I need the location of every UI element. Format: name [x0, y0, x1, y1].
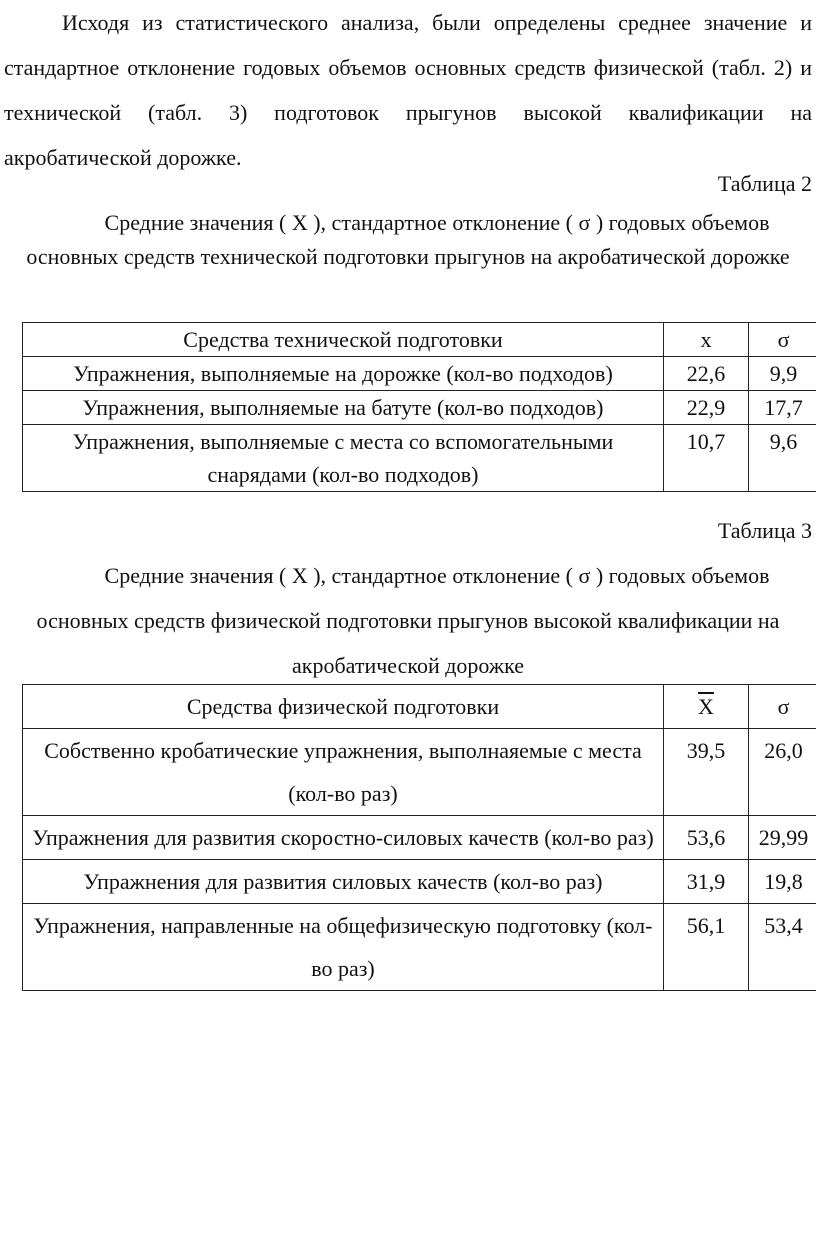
table-3-caption	[6, 553, 810, 688]
sigma-value: 26,0	[749, 729, 816, 816]
table-header-row	[23, 323, 816, 357]
table-row	[23, 357, 816, 391]
sigma-value: 29,99	[749, 816, 816, 860]
table-2-caption-text: Средние значения ( X ), стандартное отклонение ( σ ) годовых объемов основных средств технической подготовки прыгунов на акробатической дорожке	[26, 210, 790, 269]
mean-value: 31,9	[664, 860, 749, 904]
sigma-value: 53,4	[749, 904, 816, 991]
sigma-value: 19,8	[749, 860, 816, 904]
row-label: Собственно кробатические упражнения, выполнаяемые с места (кол-во раз)	[23, 729, 664, 816]
intro-paragraph: Исходя из статистического анализа, были определены среднее значение и стандартное отклонение годовых объемов основных средств физической (табл. 2) и технической (табл. 3) подготовок прыгунов высокой квалификации на акробатической дорожке.	[4, 10, 812, 170]
sigma-value: 9,6	[749, 425, 816, 492]
mean-value: 10,7	[664, 425, 749, 492]
sigma-value: 17,7	[749, 391, 816, 425]
mean-value: 22,9	[664, 391, 749, 425]
mean-value: 22,6	[664, 357, 749, 391]
table-row	[23, 391, 816, 425]
table-row	[23, 860, 816, 904]
header-cell: σ	[749, 685, 816, 729]
table-3	[22, 684, 816, 991]
row-label: Упражнения, направленные на общефизическую подготовку (кол-во раз)	[23, 904, 664, 991]
table-3-label: Таблица 3	[717, 518, 812, 543]
row-label: Упражнения, выполняемые на дорожке (кол-во подходов)	[23, 357, 664, 391]
sigma-value: 9,9	[749, 357, 816, 391]
header-cell: х	[664, 323, 749, 357]
mean-value: 39,5	[664, 729, 749, 816]
row-label: Упражнения для развития скоростно-силовых качеств (кол-во раз)	[23, 816, 664, 860]
mean-value: 56,1	[664, 904, 749, 991]
header-cell: Средства технической подготовки	[23, 323, 664, 357]
table-2	[22, 322, 816, 492]
header-cell: $\overline{X}$	[664, 685, 749, 729]
table-row	[23, 904, 816, 991]
row-label: Упражнения для развития силовых качеств (кол-во раз)	[23, 860, 664, 904]
table-row	[23, 729, 816, 816]
table-header-row	[23, 685, 816, 729]
table-3-caption-text: Средние значения ( X ), стандартное отклонение ( σ ) годовых объемов основных средств физической подготовки прыгунов высокой квалификации на акробатической дорожке	[36, 563, 780, 678]
mean-value: 53,6	[664, 816, 749, 860]
table-2-label: Таблица 2	[717, 171, 812, 196]
table-row	[23, 816, 816, 860]
row-label: Упражнения, выполняемые с места со вспомогательными снарядами (кол-во подходов)	[23, 425, 664, 492]
header-cell: Средства физической подготовки	[23, 685, 664, 729]
table-2-caption	[6, 206, 810, 274]
table-row	[23, 425, 816, 492]
row-label: Упражнения, выполняемые на батуте (кол-во подходов)	[23, 391, 664, 425]
header-cell: σ	[749, 323, 816, 357]
